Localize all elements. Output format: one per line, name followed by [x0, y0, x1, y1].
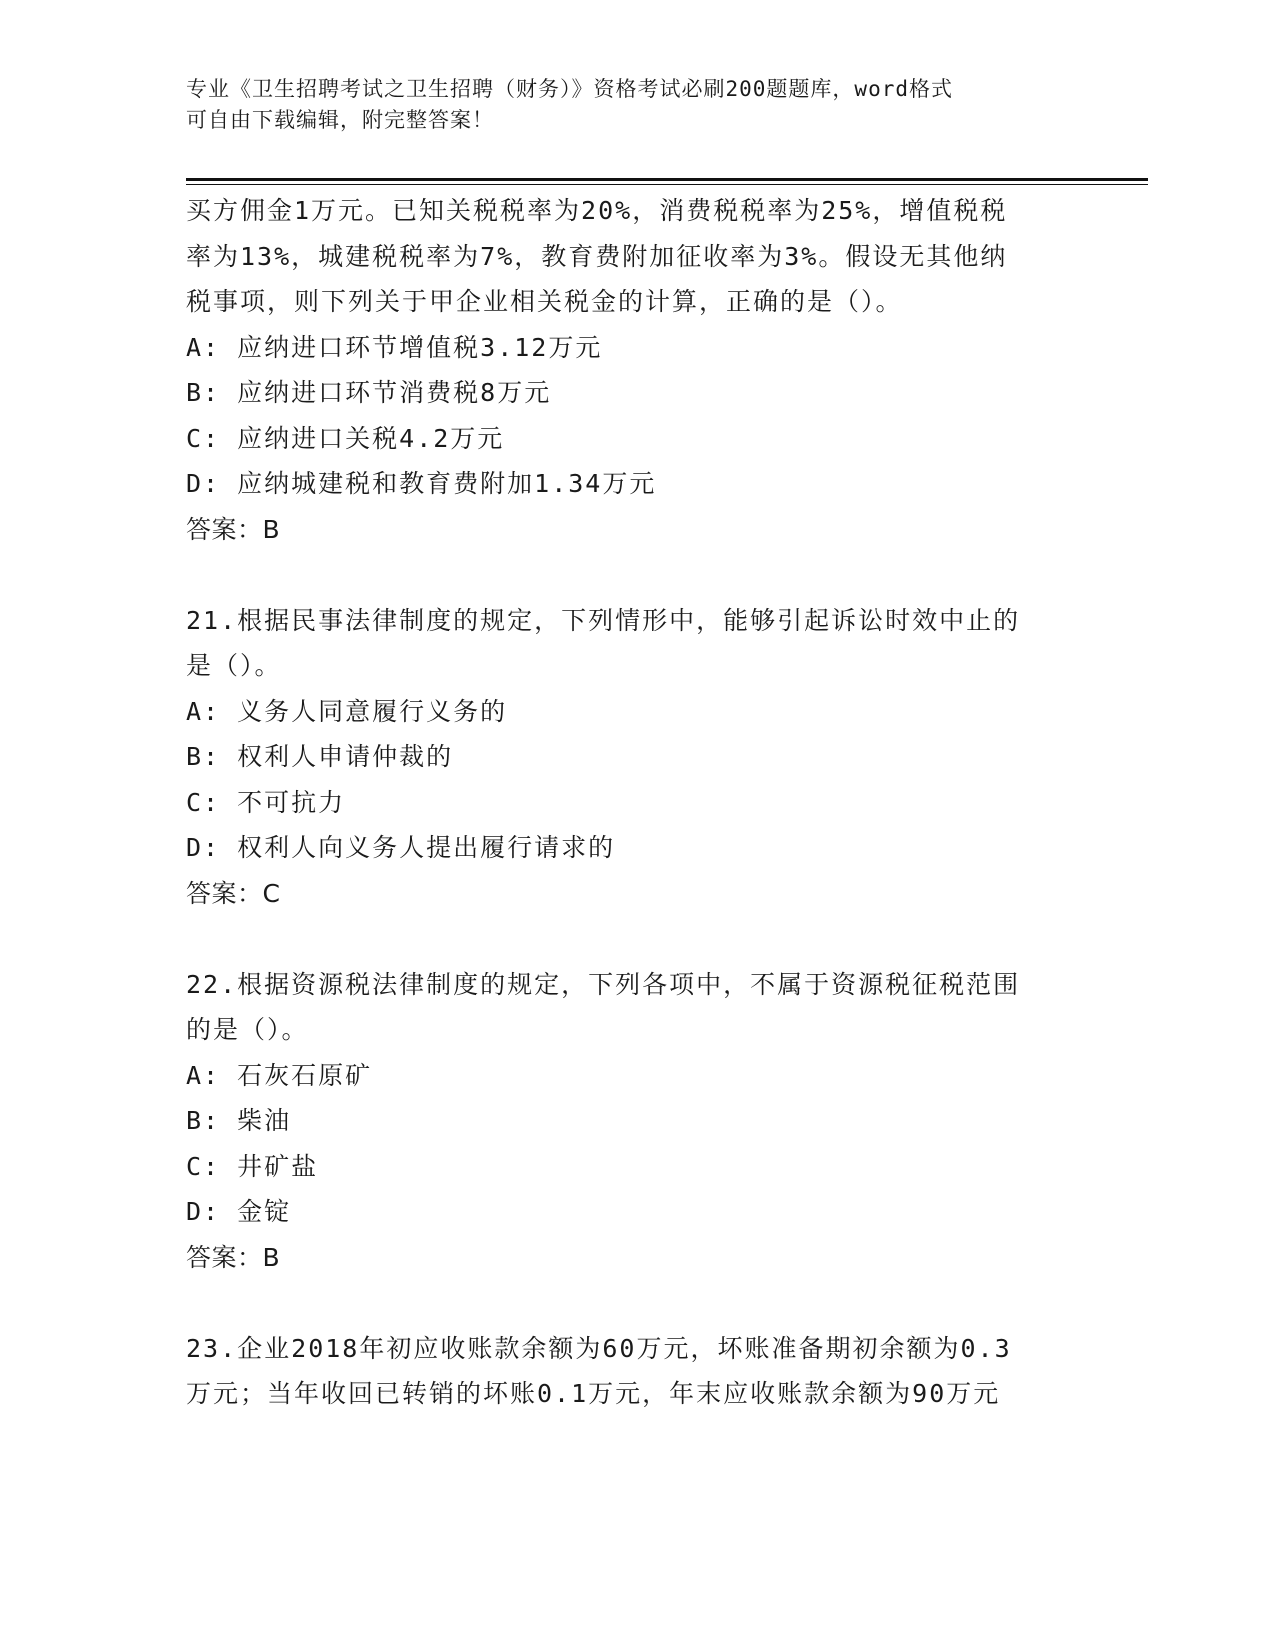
option-b: B: 柴油 [186, 1106, 292, 1135]
question-text: 的是（）。 [186, 1015, 309, 1044]
question-text: 买方佣金1万元。已知关税税率为20%，消费税税率为25%，增值税税 [186, 196, 1008, 225]
spacer [186, 552, 1066, 598]
question-content [186, 188, 1066, 1417]
answer: 答案：B [186, 514, 281, 544]
question-text: 22.根据资源税法律制度的规定，下列各项中，不属于资源税征税范围 [186, 969, 1021, 999]
option-d: D: 权利人向义务人提出履行请求的 [186, 833, 616, 862]
option-a: A: 石灰石原矿 [186, 1060, 373, 1090]
document-header [186, 74, 1066, 136]
question-text: 23.企业2018年初应收账款余额为60万元，坏账准备期初余额为0.3 [186, 1333, 1012, 1363]
answer: 答案：B [186, 1242, 281, 1272]
option-a: A: 应纳进口环节增值税3.12万元 [186, 332, 603, 362]
header-rule-thin [186, 184, 1148, 185]
option-b: B: 权利人申请仲裁的 [186, 742, 454, 771]
question-text: 税事项，则下列关于甲企业相关税金的计算，正确的是（）。 [186, 287, 903, 316]
question-22 [186, 962, 1066, 1281]
question-21 [186, 598, 1066, 917]
option-d: D: 应纳城建税和教育费附加1.34万元 [186, 469, 657, 498]
question-text: 率为13%，城建税税率为7%，教育费附加征收率为3%。假设无其他纳 [186, 241, 1008, 271]
option-c: C: 应纳进口关税4.2万元 [186, 423, 505, 453]
header-line-2: 可自由下载编辑，附完整答案！ [186, 108, 494, 132]
option-a: A: 义务人同意履行义务的 [186, 696, 508, 726]
option-c: C: 井矿盐 [186, 1151, 319, 1181]
spacer [186, 1280, 1066, 1326]
header-rule-thick [186, 178, 1148, 181]
question-text: 是（）。 [186, 651, 282, 680]
question-20 [186, 188, 1066, 552]
header-line-1: 专业《卫生招聘考试之卫生招聘（财务）》资格考试必刷200题题库，word格式 [186, 77, 953, 101]
option-c: C: 不可抗力 [186, 787, 346, 817]
answer: 答案：C [186, 878, 281, 908]
question-text: 21.根据民事法律制度的规定，下列情形中，能够引起诉讼时效中止的 [186, 605, 1021, 635]
question-23 [186, 1326, 1066, 1417]
spacer [186, 916, 1066, 962]
option-d: D: 金锭 [186, 1197, 292, 1226]
option-b: B: 应纳进口环节消费税8万元 [186, 378, 552, 407]
question-text: 万元；当年收回已转销的坏账0.1万元，年末应收账款余额为90万元 [186, 1379, 1001, 1408]
